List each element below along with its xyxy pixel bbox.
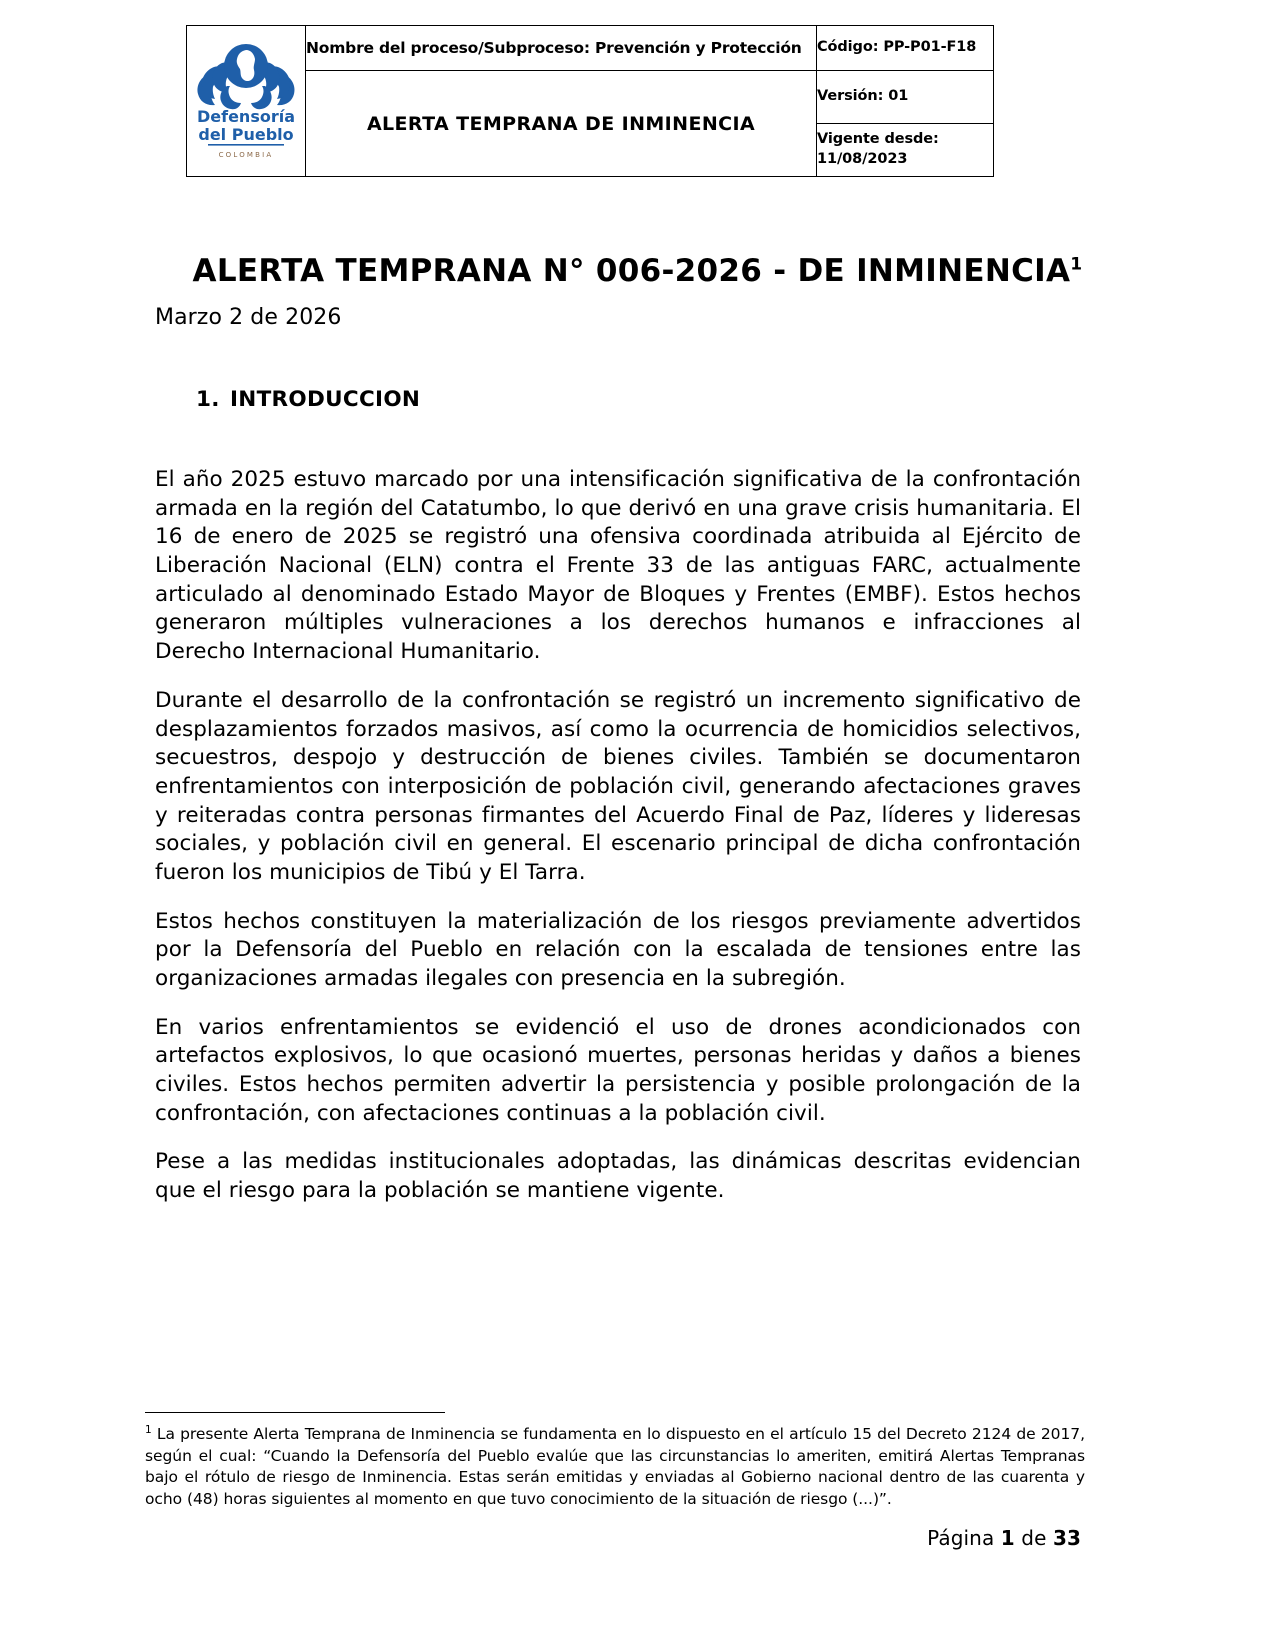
paragraph: En varios enfrentamientos se evidenció el uso de drones acondicionados con artefactos explosivos, lo que ocasionó muertes, personas heridas y daños a bienes civiles. Estos hechos permiten advertir la persistencia y posible prolongación de la confrontación, con afectaciones continuas a la población civil.	[155, 1014, 1081, 1126]
form-title-label: ALERTA TEMPRANA DE INMINENCIA	[366, 112, 756, 135]
document-header-table	[186, 25, 994, 177]
paragraph: Pese a las medidas institucionales adoptadas, las dinámicas descritas evidencian que el riesgo para la población se mantiene vigente.	[155, 1149, 1081, 1204]
vigente-desde-label: Vigente desde:	[817, 131, 939, 148]
logo-cell	[187, 26, 306, 177]
codigo-label: Código: PP-P01-F18	[817, 39, 977, 56]
process-name-cell	[306, 26, 817, 71]
footnote	[145, 1424, 1085, 1511]
version-label: Versión: 01	[817, 88, 909, 105]
paragraph: Estos hechos constituyen la materialización de los riesgos previamente advertidos por la Defensoría del Pueblo en relación con la escalada de tensiones entre las organizaciones armadas ilegales con presencia en la subregión.	[155, 908, 1081, 991]
page-title-text: ALERTA TEMPRANA N° 006-2026 - DE INMINENCIA	[192, 252, 1071, 289]
page-separator: de	[1021, 1526, 1047, 1550]
defensoria-del-pueblo-logo	[194, 34, 298, 169]
page-prefix: Página	[927, 1526, 995, 1550]
document-date: Marzo 2 de 2026	[155, 305, 342, 330]
footnote-separator-rule	[145, 1412, 445, 1413]
page-title-footnote-marker: 1	[1070, 254, 1083, 275]
page-total: 33	[1052, 1526, 1081, 1550]
section-number: 1.	[196, 387, 220, 412]
svg-text:Defensoría: Defensoría	[196, 106, 296, 126]
codigo-cell	[817, 26, 994, 71]
process-name-label: Nombre del proceso/Subproceso: Prevención y Protección	[306, 38, 802, 57]
page-footer	[0, 1526, 1081, 1550]
footnote-marker: 1	[145, 1423, 152, 1436]
page-title	[0, 253, 1275, 289]
paragraph: El año 2025 estuvo marcado por una intensificación significativa de la confrontación armada en la región del Catatumbo, lo que derivó en una grave crisis humanitaria. El 16 de enero de 2025 se registró una ofensiva coordinada atribuida al Ejército de Liberación Nacional (ELN) contra el Frente 33 de las antiguas FARC, actualmente articulado al denominado Estado Mayor de Bloques y Frentes (EMBF). Estos hechos generaron múltiples vulneraciones a los derechos humanos e infracciones al Derecho Internacional Humanitario.	[155, 467, 1081, 665]
vigente-desde-date: 11/08/2023	[817, 151, 908, 167]
section-title: INTRODUCCION	[230, 387, 421, 412]
paragraph: Durante el desarrollo de la confrontación se registró un incremento significativo de desplazamientos forzados masivos, así como la ocurrencia de homicidios selectivos, secuestros, despojo y destrucción de bienes civiles. También se documentaron enfrentamientos con interposición de población civil, generando afectaciones graves y reiteradas contra personas firmantes del Acuerdo Final de Paz, líderes y lideresas sociales, y población civil en general. El escenario principal de dicha confrontación fueron los municipios de Tibú y El Tarra.	[155, 687, 1081, 885]
body-content	[155, 466, 1081, 1206]
svg-text:del Pueblo: del Pueblo	[198, 124, 294, 144]
page-current: 1	[1000, 1526, 1015, 1550]
header-row-top	[187, 26, 994, 71]
form-title-cell	[306, 71, 817, 177]
section-heading-introduccion	[196, 387, 420, 412]
footnote-text: La presente Alerta Temprana de Inminencia se fundamenta en lo dispuesto en el artículo 15 del Decreto 2124 de 2017, según el cual: “Cuando la Defensoría del Pueblo evalúe que las circunstancias lo ameriten, emitirá Alertas Tempranas bajo el rótulo de riesgo de Inminencia. Estas serán emitidas y enviadas al Gobierno nacional dentro de las cuarenta y ocho (48) horas siguientes al momento en que tuvo conocimiento de la situación de riesgo (...)”.	[145, 1425, 1085, 1509]
svg-text:COLOMBIA: COLOMBIA	[218, 150, 274, 159]
header-row-middle	[187, 71, 994, 124]
vigente-desde-cell	[817, 124, 994, 177]
version-cell	[817, 71, 994, 124]
